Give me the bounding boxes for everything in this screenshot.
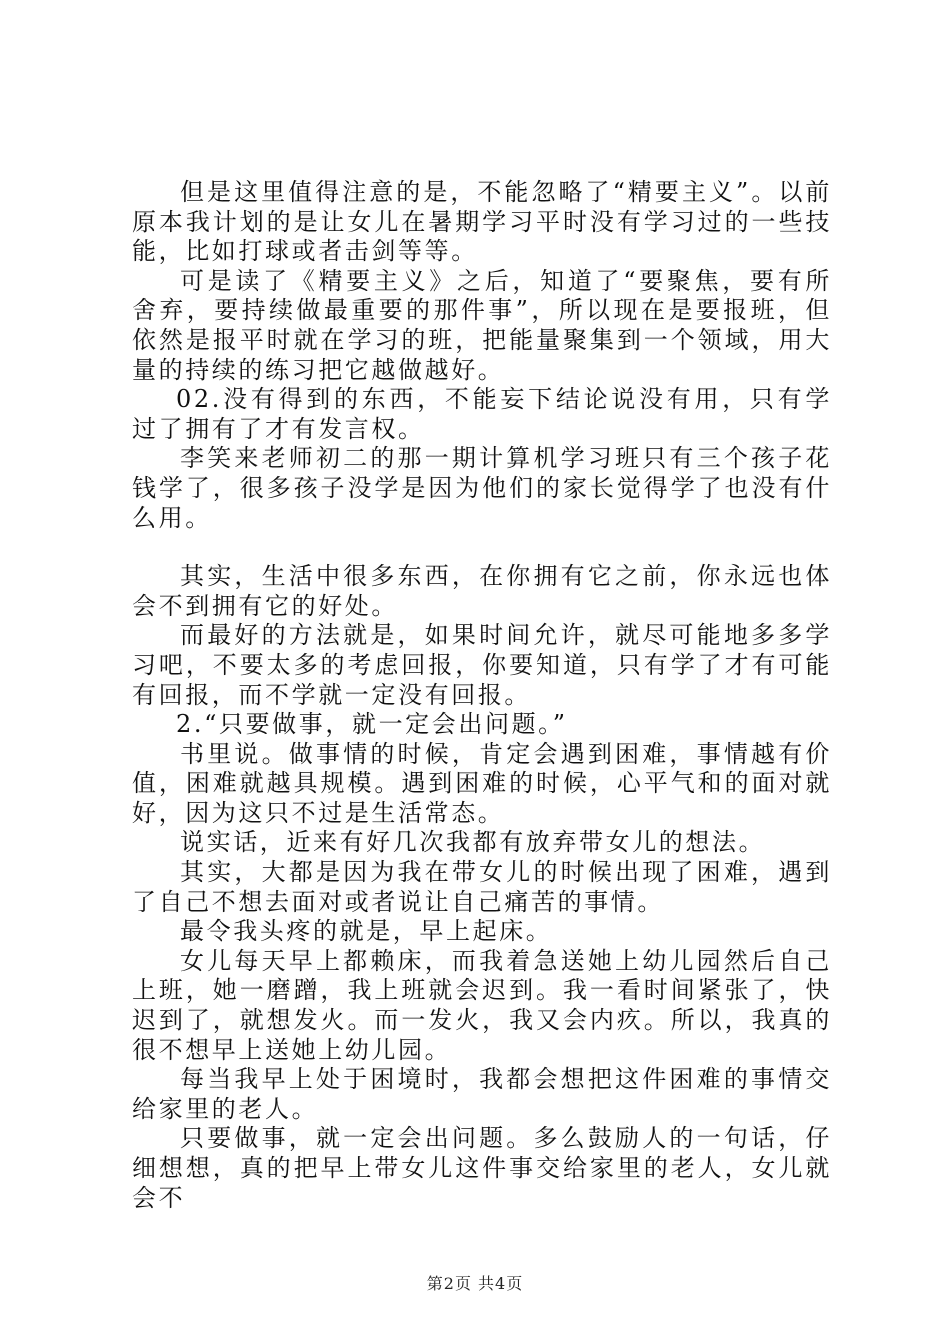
paragraph: 其实，生活中很多东西，在你拥有它之前，你永远也体会不到拥有它的好处。 [132,562,832,620]
page-number-footer: 第2页 共4页 [426,1274,524,1293]
paragraph: 女儿每天早上都赖床，而我着急送她上幼儿园然后自己上班，她一磨蹭，我上班就会迟到。我一看时间紧张了，快迟到了，就想发火。而一发火，我又会内疚。所以，我真的很不想早上送她上幼儿园。 [132,946,832,1064]
paragraph: 但是这里值得注意的是，不能忽略了“精要主义”。以前原本我计划的是让女儿在暑期学习平时没有学习过的一些技能，比如打球或者击剑等等。 [132,178,832,266]
paragraph: 而最好的方法就是，如果时间允许，就尽可能地多多学习吧，不要太多的考虑回报，你要知道，只有学了才有可能有回报，而不学就一定没有回报。 [132,621,832,709]
document-body [132,178,832,1213]
paragraph: 可是读了《精要主义》之后，知道了“要聚焦，要有所舍弃，要持续做最重要的那件事”，所以现在是要报班，但依然是报平时就在学习的班，把能量聚集到一个领域，用大量的持续的练习把它越做越好。 [132,266,832,384]
paragraph: 书里说。做事情的时候，肯定会遇到困难，事情越有价值，困难就越具规模。遇到困难的时候，心平气和的面对就好，因为这只不过是生活常态。 [132,739,832,827]
paragraph: 最令我头疼的就是，早上起床。 [180,917,553,946]
paragraph: 02.没有得到的东西，不能妄下结论说没有用，只有学过了拥有了才有发言权。 [132,385,832,443]
paragraph: 其实，大都是因为我在带女儿的时候出现了困难，遇到了自己不想去面对或者说让自己痛苦的事情。 [132,858,832,916]
paragraph: 说实话，近来有好几次我都有放弃带女儿的想法。 [180,828,766,857]
paragraph: 2.“只要做事，就一定会出问题。” [176,710,568,739]
paragraph: 每当我早上处于困境时，我都会想把这件困难的事情交给家里的老人。 [132,1065,832,1123]
paragraph: 李笑来老师初二的那一期计算机学习班只有三个孩子花钱学了，很多孩子没学是因为他们的家长觉得学了也没有什么用。 [132,444,832,532]
paragraph: 只要做事，就一定会出问题。多么鼓励人的一句话，仔细想想，真的把早上带女儿这件事交给家里的老人，女儿就会不 [132,1124,832,1212]
